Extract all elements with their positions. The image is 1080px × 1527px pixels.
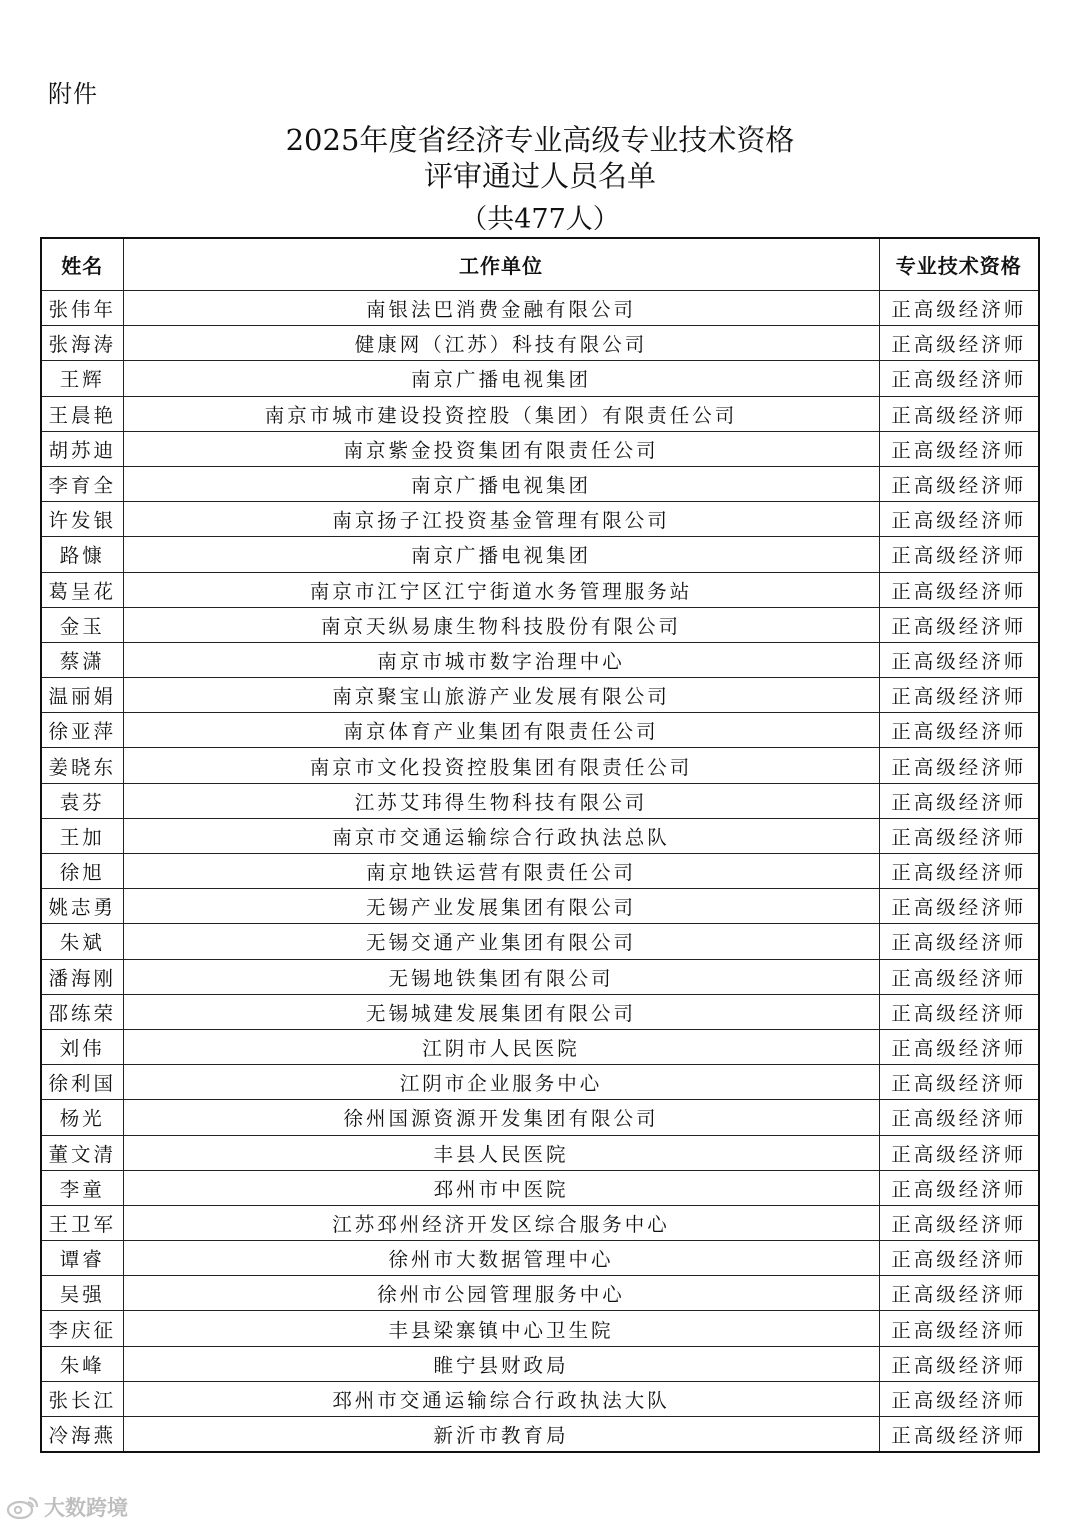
cell-name: 姚志勇 [41,889,123,924]
cell-qualification: 正高级经济师 [879,572,1039,607]
table-row [41,1241,1039,1276]
table-row [41,1100,1039,1135]
table-row [41,502,1039,537]
cell-name: 冷海燕 [41,1417,123,1453]
cell-name: 姜晓东 [41,748,123,783]
header-qualification: 专业技术资格 [879,238,1039,291]
cell-employer: 南京广播电视集团 [123,466,879,501]
cell-qualification: 正高级经济师 [879,1311,1039,1346]
cell-name: 邵练荣 [41,994,123,1029]
table-row [41,994,1039,1029]
cell-qualification: 正高级经济师 [879,466,1039,501]
cell-name: 谭睿 [41,1241,123,1276]
attachment-label: 附件 [48,80,98,108]
cell-employer: 南京天纵易康生物科技股份有限公司 [123,607,879,642]
cell-employer: 无锡地铁集团有限公司 [123,959,879,994]
cell-name: 胡苏迪 [41,431,123,466]
table-row [41,1135,1039,1170]
cell-name: 张伟年 [41,291,123,326]
cell-name: 李育全 [41,466,123,501]
weibo-logo-icon [6,1495,40,1519]
table-header-row [41,238,1039,291]
cell-qualification: 正高级经济师 [879,1417,1039,1453]
cell-qualification: 正高级经济师 [879,1346,1039,1381]
table-row [41,361,1039,396]
cell-name: 路慷 [41,537,123,572]
table-row [41,959,1039,994]
cell-employer: 南京聚宝山旅游产业发展有限公司 [123,678,879,713]
cell-qualification: 正高级经济师 [879,291,1039,326]
cell-name: 徐亚萍 [41,713,123,748]
cell-qualification: 正高级经济师 [879,642,1039,677]
cell-qualification: 正高级经济师 [879,783,1039,818]
cell-qualification: 正高级经济师 [879,607,1039,642]
cell-employer: 徐州市大数据管理中心 [123,1241,879,1276]
cell-name: 徐旭 [41,854,123,889]
cell-qualification: 正高级经济师 [879,1100,1039,1135]
cell-qualification: 正高级经济师 [879,713,1039,748]
cell-name: 刘伟 [41,1029,123,1064]
cell-qualification: 正高级经济师 [879,994,1039,1029]
document-title-line-1: 2025年度省经济专业高级专业技术资格 [285,123,795,157]
cell-employer: 新沂市教育局 [123,1417,879,1453]
cell-name: 蔡潇 [41,642,123,677]
table-row [41,396,1039,431]
cell-employer: 南京市城市数字治理中心 [123,642,879,677]
cell-qualification: 正高级经济师 [879,924,1039,959]
cell-name: 王晨艳 [41,396,123,431]
cell-employer: 南京扬子江投资基金管理有限公司 [123,502,879,537]
cell-name: 王加 [41,818,123,853]
table-row [41,783,1039,818]
cell-name: 许发银 [41,502,123,537]
table-row [41,1311,1039,1346]
cell-employer: 无锡交通产业集团有限公司 [123,924,879,959]
table-row [41,713,1039,748]
table-row [41,818,1039,853]
cell-employer: 南京紫金投资集团有限责任公司 [123,431,879,466]
table-row [41,607,1039,642]
table-body [41,291,1039,1453]
cell-qualification: 正高级经济师 [879,854,1039,889]
cell-qualification: 正高级经济师 [879,678,1039,713]
cell-employer: 南京体育产业集团有限责任公司 [123,713,879,748]
cell-name: 朱峰 [41,1346,123,1381]
table-row [41,466,1039,501]
cell-name: 王卫军 [41,1205,123,1240]
cell-qualification: 正高级经济师 [879,431,1039,466]
cell-employer: 徐州国源资源开发集团有限公司 [123,1100,879,1135]
cell-employer: 江苏邳州经济开发区综合服务中心 [123,1205,879,1240]
cell-employer: 丰县梁寨镇中心卫生院 [123,1311,879,1346]
table-row [41,854,1039,889]
cell-qualification: 正高级经济师 [879,1170,1039,1205]
cell-employer: 江阴市人民医院 [123,1029,879,1064]
header-name: 姓名 [41,238,123,291]
table-row [41,889,1039,924]
cell-employer: 南京市城市建设投资控股（集团）有限责任公司 [123,396,879,431]
cell-qualification: 正高级经济师 [879,502,1039,537]
cell-name: 杨光 [41,1100,123,1135]
table-row [41,1381,1039,1416]
cell-employer: 睢宁县财政局 [123,1346,879,1381]
table-row [41,572,1039,607]
cell-employer: 江阴市企业服务中心 [123,1065,879,1100]
cell-qualification: 正高级经济师 [879,326,1039,361]
cell-name: 李童 [41,1170,123,1205]
results-table [40,237,1040,1453]
cell-employer: 邳州市中医院 [123,1170,879,1205]
cell-employer: 无锡城建发展集团有限公司 [123,994,879,1029]
table-row [41,537,1039,572]
cell-name: 金玉 [41,607,123,642]
cell-employer: 南京广播电视集团 [123,537,879,572]
cell-qualification: 正高级经济师 [879,1381,1039,1416]
cell-qualification: 正高级经济师 [879,1241,1039,1276]
cell-qualification: 正高级经济师 [879,959,1039,994]
cell-employer: 南京广播电视集团 [123,361,879,396]
table-row [41,1205,1039,1240]
cell-name: 朱斌 [41,924,123,959]
cell-name: 王辉 [41,361,123,396]
table-row [41,748,1039,783]
cell-name: 葛呈花 [41,572,123,607]
table-row [41,431,1039,466]
table-row [41,1346,1039,1381]
watermark [6,1492,128,1522]
cell-employer: 徐州市公园管理服务中心 [123,1276,879,1311]
cell-name: 徐利国 [41,1065,123,1100]
cell-name: 张长江 [41,1381,123,1416]
cell-employer: 健康网（江苏）科技有限公司 [123,326,879,361]
cell-employer: 邳州市交通运输综合行政执法大队 [123,1381,879,1416]
cell-employer: 南京市交通运输综合行政执法总队 [123,818,879,853]
table-row [41,1276,1039,1311]
cell-employer: 江苏艾玮得生物科技有限公司 [123,783,879,818]
cell-name: 袁芬 [41,783,123,818]
cell-qualification: 正高级经济师 [879,361,1039,396]
cell-qualification: 正高级经济师 [879,1276,1039,1311]
cell-name: 吴强 [41,1276,123,1311]
table-row [41,924,1039,959]
cell-qualification: 正高级经济师 [879,1135,1039,1170]
watermark-text: 大数跨境 [44,1496,128,1520]
cell-qualification: 正高级经济师 [879,396,1039,431]
cell-name: 温丽娟 [41,678,123,713]
document-title-line-2: 评审通过人员名单 [423,159,656,193]
table-row [41,291,1039,326]
cell-qualification: 正高级经济师 [879,748,1039,783]
cell-employer: 南京地铁运营有限责任公司 [123,854,879,889]
cell-qualification: 正高级经济师 [879,1205,1039,1240]
cell-name: 李庆征 [41,1311,123,1346]
cell-name: 董文清 [41,1135,123,1170]
cell-employer: 南银法巴消费金融有限公司 [123,291,879,326]
total-count: （共477人） [460,204,620,235]
table-row [41,326,1039,361]
cell-qualification: 正高级经济师 [879,889,1039,924]
cell-employer: 丰县人民医院 [123,1135,879,1170]
cell-employer: 南京市文化投资控股集团有限责任公司 [123,748,879,783]
cell-name: 潘海刚 [41,959,123,994]
cell-qualification: 正高级经济师 [879,1065,1039,1100]
cell-qualification: 正高级经济师 [879,1029,1039,1064]
cell-employer: 南京市江宁区江宁街道水务管理服务站 [123,572,879,607]
table-row [41,1170,1039,1205]
table-row [41,678,1039,713]
table-row [41,1417,1039,1453]
cell-qualification: 正高级经济师 [879,818,1039,853]
table-row [41,1029,1039,1064]
table-row [41,1065,1039,1100]
cell-name: 张海涛 [41,326,123,361]
header-employer: 工作单位 [123,238,879,291]
table-row [41,642,1039,677]
cell-qualification: 正高级经济师 [879,537,1039,572]
cell-employer: 无锡产业发展集团有限公司 [123,889,879,924]
